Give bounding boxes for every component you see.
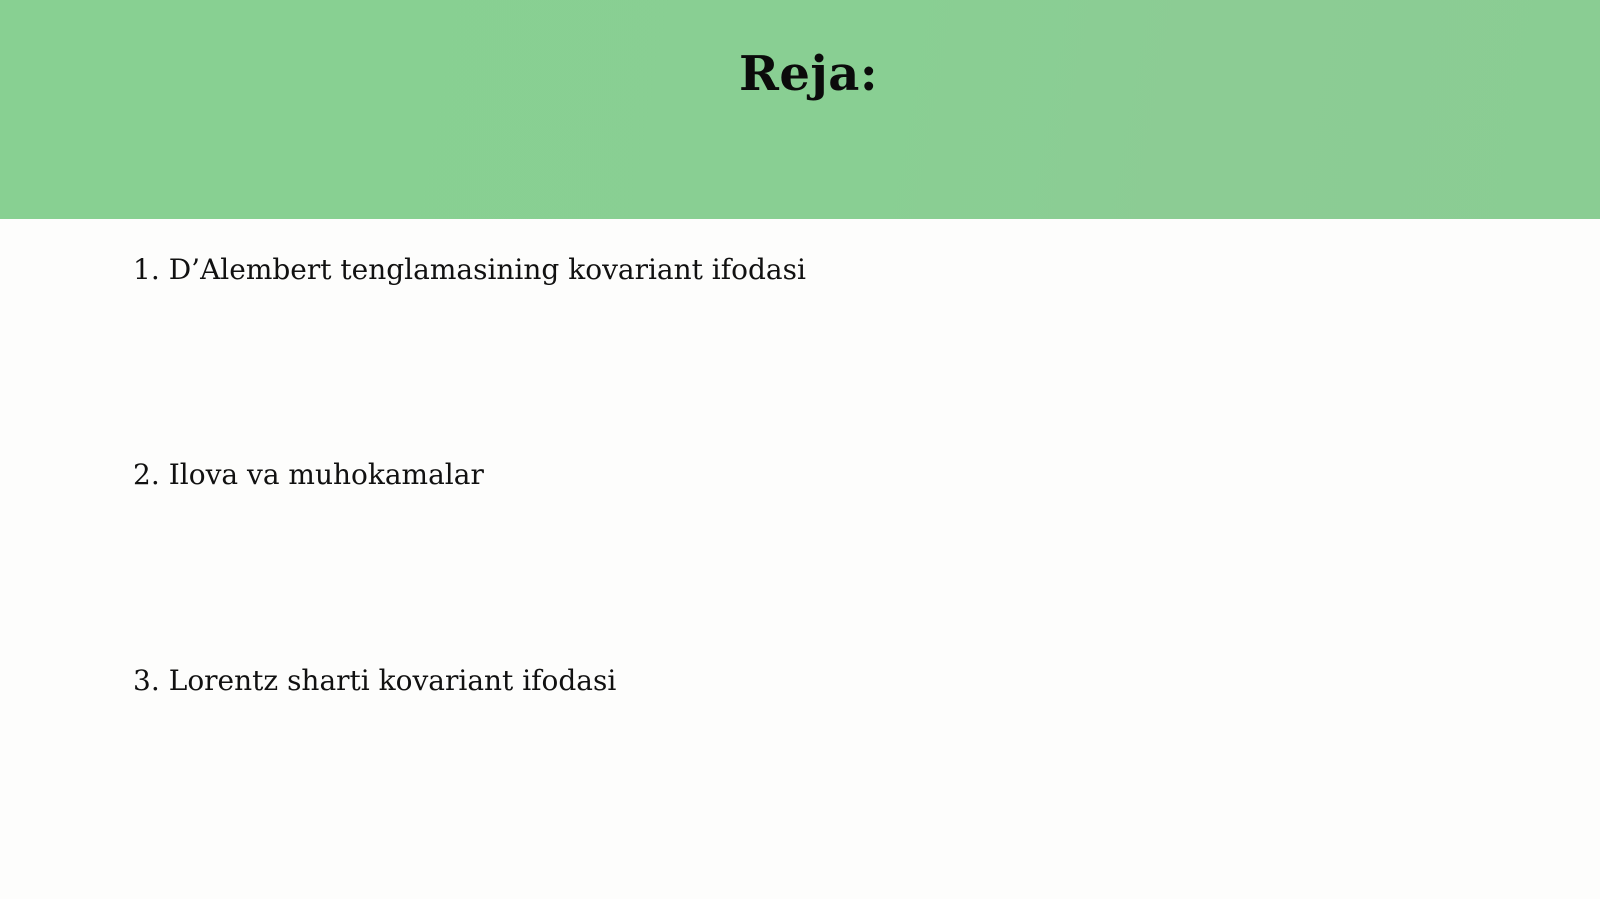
plan-item-text: D’Alembert tenglamasining kovariant ifodasi [168, 253, 806, 286]
plan-item-text: Lorentz sharti kovariant ifodasi [168, 664, 617, 697]
plan-item-1 [133, 248, 806, 292]
plan-item-2 [133, 453, 484, 497]
plan-item-number: 3. [133, 664, 160, 697]
plan-item-text: Ilova va muhokamalar [168, 458, 484, 491]
plan-item-number: 2. [133, 458, 160, 491]
slide-title: Reja: [738, 46, 879, 102]
plan-item-3 [133, 659, 616, 703]
plan-item-number: 1. [133, 253, 160, 286]
